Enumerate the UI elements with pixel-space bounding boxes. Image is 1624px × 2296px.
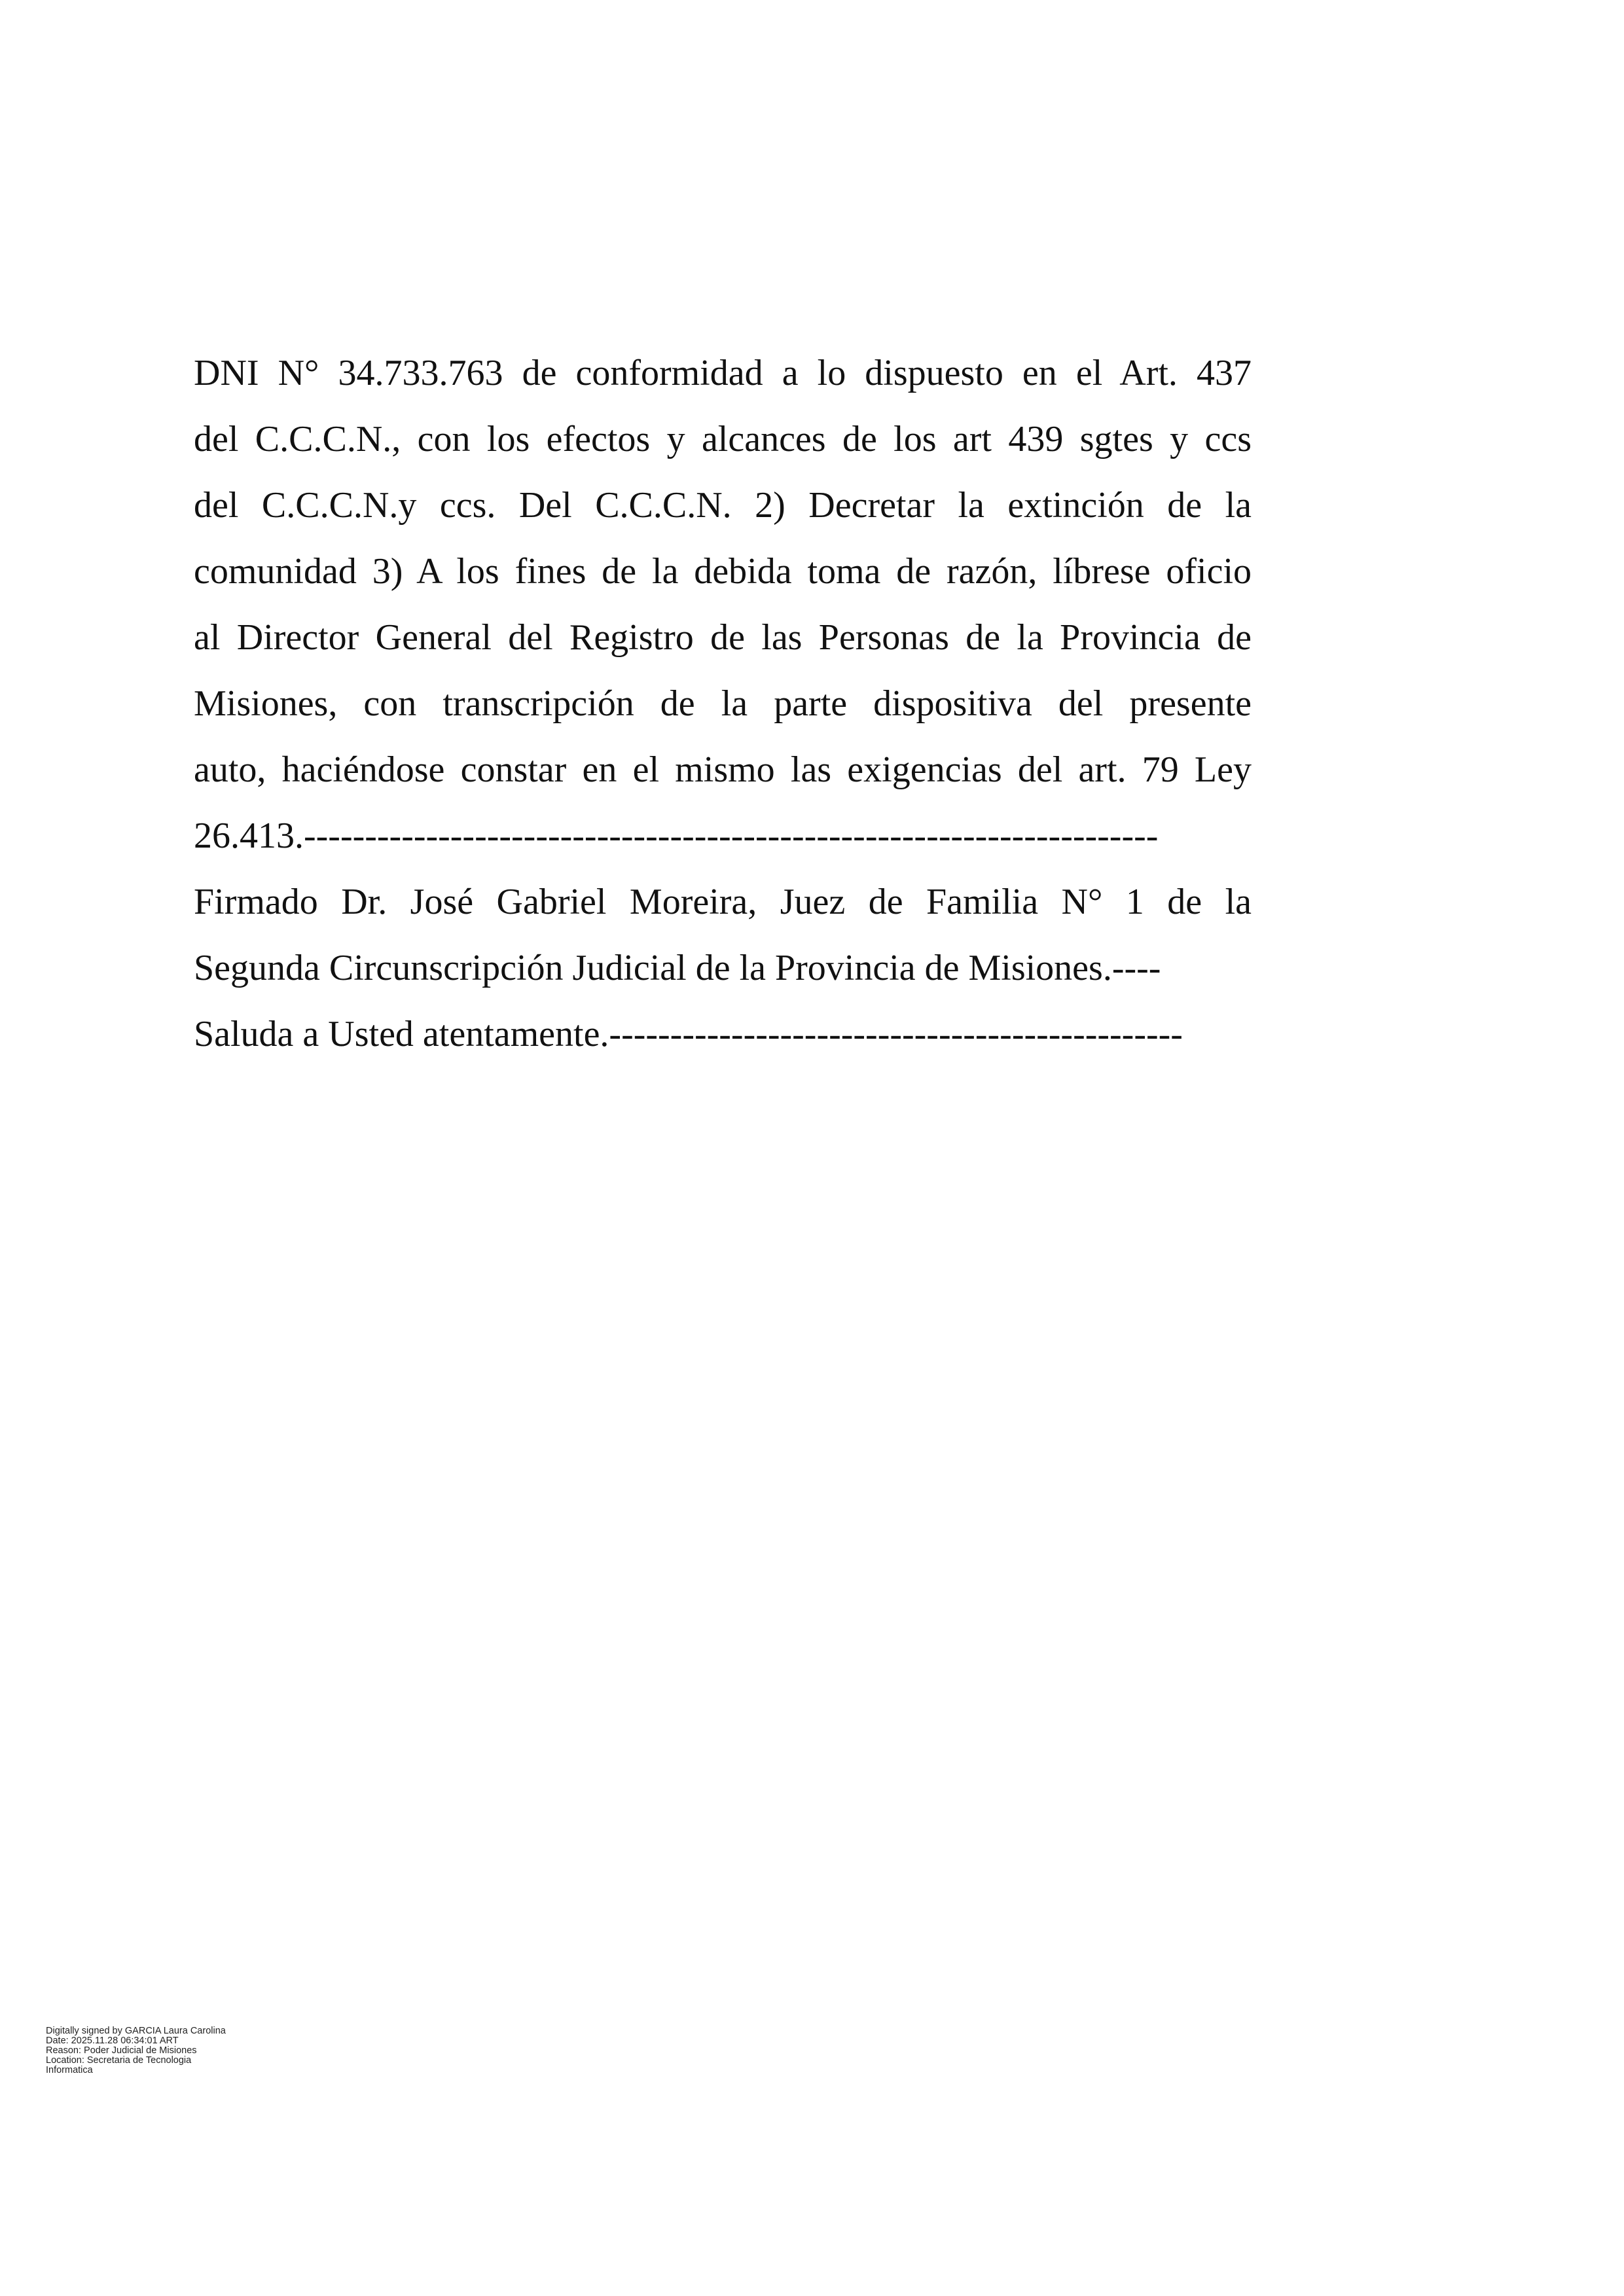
digital-signature-block xyxy=(46,2026,321,2075)
signature-location-continued: Informatica xyxy=(46,2065,93,2075)
body-line-11: Saluda a Usted atentamente.----------------------------------------------- xyxy=(194,1014,1183,1054)
body-line-2: del C.C.C.N., con los efectos y alcances de los art 439 sgtes y ccs xyxy=(194,419,1252,459)
document-body xyxy=(194,340,1252,1067)
signature-reason: Reason: Poder Judicial de Misiones xyxy=(46,2045,197,2056)
body-line-1: DNI N° 34.733.763 de conformidad a lo dispuesto en el Art. 437 xyxy=(194,353,1252,393)
body-line-6: Misiones, con transcripción de la parte dispositiva del presente xyxy=(194,683,1252,724)
body-line-9: Firmado Dr. José Gabriel Moreira, Juez de Familia N° 1 de la xyxy=(194,882,1252,922)
body-line-4: comunidad 3) A los fines de la debida toma de razón, líbrese oficio xyxy=(194,551,1252,592)
signature-signed-by: Digitally signed by GARCIA Laura Carolina xyxy=(46,2026,226,2036)
body-line-5: al Director General del Registro de las Personas de la Provincia de xyxy=(194,617,1252,658)
signature-location: Location: Secretaria de Tecnologia xyxy=(46,2055,192,2066)
body-line-3: del C.C.C.N.y ccs. Del C.C.C.N. 2) Decretar la extinción de la xyxy=(194,485,1252,526)
body-line-7: auto, haciéndose constar en el mismo las exigencias del art. 79 Ley xyxy=(194,749,1252,790)
signature-date: Date: 2025.11.28 06:34:01 ART xyxy=(46,2036,179,2046)
body-line-8: 26.413.---------------------------------------------------------------------- xyxy=(194,816,1159,856)
body-line-10: Segunda Circunscripción Judicial de la Provincia de Misiones.---- xyxy=(194,948,1161,988)
